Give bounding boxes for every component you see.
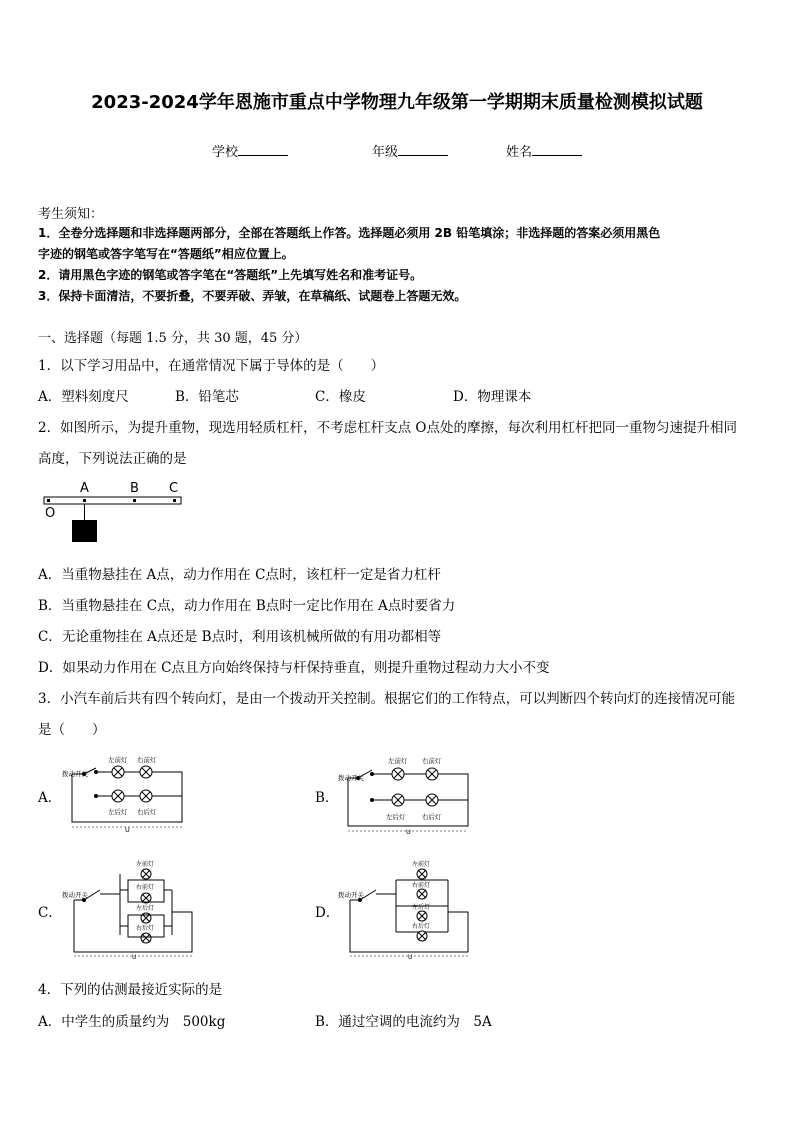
name-field [506, 141, 582, 160]
notice-item-2: 2．请用黑色字迹的钢笔或答字笔在“答题纸”上先填写姓名和准考证号。 [38, 268, 423, 282]
q3-option-c: C． [38, 905, 62, 921]
lamp-label: 右前灯 [136, 884, 155, 891]
name-blank [532, 143, 582, 156]
lamp-label: 右前灯 [412, 882, 431, 889]
lamp-label: 左后灯 [386, 813, 406, 821]
circuit-d [338, 860, 478, 960]
lamp-label: 左后灯 [136, 905, 155, 912]
q4-stem: 4．下列的估测最接近实际的是 [38, 982, 223, 998]
switch-label: 拨动开关 [62, 891, 88, 899]
lamp-label: 右前灯 [422, 757, 442, 765]
q1-option-a: A．塑料刻度尺 [38, 389, 129, 405]
weight-block [72, 520, 97, 542]
q2-option-a: A．当重物悬挂在 A点，动力作用在 C点时，该杠杆一定是省力杠杆 [38, 567, 441, 583]
q1-option-d: D．物理课本 [453, 389, 532, 405]
q2-stem-line-1: 2．如图所示，为提升重物，现选用轻质杠杆，不考虑杠杆支点 O点处的摩擦，每次利用杠杆把同一重物匀速提升相同 [38, 420, 737, 436]
voltage-label: U [406, 828, 411, 834]
circuit-b [338, 752, 478, 834]
circuit-a [62, 752, 192, 832]
q2-stem-line-2: 高度，下列说法正确的是 [38, 451, 187, 467]
switch-label: 拨动开关 [338, 891, 364, 899]
grade-blank [398, 143, 448, 156]
q3-option-a: A． [38, 790, 62, 806]
voltage-label: U [132, 954, 137, 960]
label-c: C [169, 481, 179, 496]
q2-option-b: B．当重物悬挂在 C点，动力作用在 B点时一定比作用在 A点时要省力 [38, 598, 456, 614]
lamp-label: 左后灯 [412, 904, 431, 911]
lamp-label: 左后灯 [108, 808, 128, 816]
q1-stem: 1．以下学习用品中，在通常情况下属于导体的是（ ） [38, 358, 385, 374]
q2-option-c: C．无论重物挂在 A点还是 B点时，利用该机械所做的有用功都相等 [38, 629, 442, 645]
grade-field [372, 141, 448, 160]
q3-stem-line-2: 是（ ） [38, 722, 106, 738]
lever-figure [40, 476, 190, 546]
point-a [83, 499, 86, 502]
circuit-c [62, 860, 202, 960]
school-label: 学校 [212, 145, 239, 160]
school-blank [238, 143, 288, 156]
lamp-label: 左前灯 [412, 861, 431, 868]
page-title: 2023-2024学年恩施市重点中学物理九年级第一学期期末质量检测模拟试题 [91, 92, 703, 113]
voltage-label: U [125, 826, 130, 832]
voltage-label: U [408, 954, 413, 960]
lamp-label: 右后灯 [137, 808, 157, 816]
switch-label: 拨动开关 [62, 770, 88, 778]
q3-stem-line-1: 3．小汽车前后共有四个转向灯，是由一个拨动开关控制。根据它们的工作特点，可以判断四个转向灯的连接情况可能 [38, 691, 736, 707]
name-label: 姓名 [506, 145, 533, 160]
q1-option-c: C．橡皮 [315, 389, 366, 405]
q4-option-b: B．通过空调的电流约为 5A [315, 1014, 492, 1030]
q3-option-d: D． [315, 905, 340, 921]
lever-bar [44, 497, 181, 504]
lamp-label: 左前灯 [136, 861, 155, 868]
section-heading: 一、选择题（每题 1.5 分，共 30 题，45 分） [38, 331, 308, 346]
q3-option-b: B． [315, 790, 339, 806]
q2-option-d: D．如果动力作用在 C点且方向始终保持与杆保持垂直，则提升重物过程动力大小不变 [38, 660, 550, 676]
q1-option-b: B．铅笔芯 [175, 389, 239, 405]
school-field [212, 141, 288, 160]
point-b [133, 499, 136, 502]
label-b: B [130, 481, 139, 496]
q4-option-a: A．中学生的质量约为 500kg [38, 1014, 226, 1030]
lamp-label: 右后灯 [412, 923, 431, 930]
lamp-label: 右前灯 [137, 756, 157, 764]
label-a: A [80, 481, 89, 496]
notice-item-1-line-2: 字迹的钢笔或答字笔写在“答题纸”相应位置上。 [38, 247, 294, 261]
lamp-label: 左前灯 [108, 756, 128, 764]
lamp-label: 左前灯 [388, 757, 408, 765]
pivot-point-o [47, 499, 50, 502]
label-o: O [45, 506, 56, 521]
lamp-label: 右后灯 [422, 813, 442, 821]
notice-heading: 考生须知： [38, 207, 104, 222]
lamp-label: 右后灯 [136, 925, 155, 932]
grade-label: 年级 [372, 145, 399, 160]
notice-item-3: 3．保持卡面清洁，不要折叠，不要弄破、弄皱，在草稿纸、试题卷上答题无效。 [38, 289, 467, 303]
switch-label: 拨动开关 [338, 774, 364, 782]
point-c [173, 499, 176, 502]
notice-item-1-line-1: 1．全卷分选择题和非选择题两部分，全部在答题纸上作答。选择题必须用 2B 铅笔填涂；非选择题的答案必须用黑色 [38, 226, 661, 240]
